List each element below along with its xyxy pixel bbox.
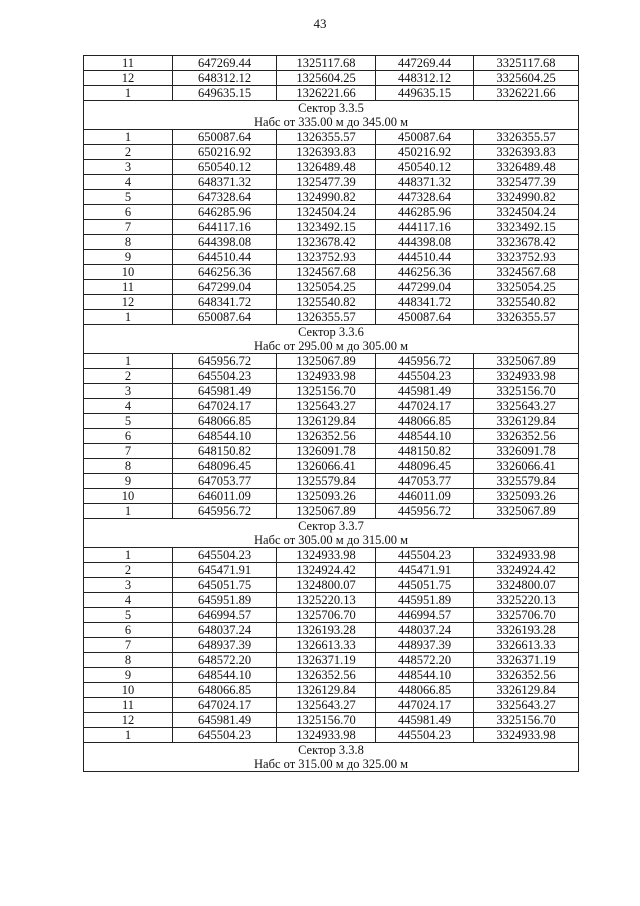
y2-coord-cell: 3325643.27 bbox=[474, 698, 579, 713]
point-number-cell: 8 bbox=[84, 235, 173, 250]
y2-coord-cell: 3326393.83 bbox=[474, 145, 579, 160]
x-coord-cell: 648096.45 bbox=[173, 459, 277, 474]
point-number-cell: 5 bbox=[84, 608, 173, 623]
point-number-cell: 5 bbox=[84, 414, 173, 429]
x-coord-cell: 648150.82 bbox=[173, 444, 277, 459]
y-coord-cell: 1326393.83 bbox=[277, 145, 376, 160]
y2-coord-cell: 3325540.82 bbox=[474, 295, 579, 310]
table-row bbox=[84, 130, 579, 145]
y-coord-cell: 1326613.33 bbox=[277, 638, 376, 653]
table-row bbox=[84, 474, 579, 489]
y2-coord-cell: 3326371.19 bbox=[474, 653, 579, 668]
point-number-cell: 11 bbox=[84, 56, 173, 71]
point-number-cell: 2 bbox=[84, 563, 173, 578]
x-coord-cell: 646994.57 bbox=[173, 608, 277, 623]
point-number-cell: 9 bbox=[84, 668, 173, 683]
point-number-cell: 6 bbox=[84, 623, 173, 638]
point-number-cell: 9 bbox=[84, 250, 173, 265]
x2-coord-cell: 445956.72 bbox=[376, 504, 474, 519]
y2-coord-cell: 3324990.82 bbox=[474, 190, 579, 205]
point-number-cell: 3 bbox=[84, 578, 173, 593]
sector-header-row bbox=[84, 519, 579, 548]
y2-coord-cell: 3325054.25 bbox=[474, 280, 579, 295]
x2-coord-cell: 448937.39 bbox=[376, 638, 474, 653]
sector-header-row bbox=[84, 743, 579, 772]
point-number-cell: 7 bbox=[84, 444, 173, 459]
point-number-cell: 1 bbox=[84, 86, 173, 101]
y2-coord-cell: 3326489.48 bbox=[474, 160, 579, 175]
y2-coord-cell: 3323752.93 bbox=[474, 250, 579, 265]
y2-coord-cell: 3326613.33 bbox=[474, 638, 579, 653]
x-coord-cell: 645471.91 bbox=[173, 563, 277, 578]
table-row bbox=[84, 638, 579, 653]
x2-coord-cell: 445504.23 bbox=[376, 728, 474, 743]
x2-coord-cell: 448096.45 bbox=[376, 459, 474, 474]
sector-title: Сектор 3.3.8 bbox=[298, 743, 364, 757]
point-number-cell: 3 bbox=[84, 160, 173, 175]
y-coord-cell: 1326221.66 bbox=[277, 86, 376, 101]
y-coord-cell: 1323492.15 bbox=[277, 220, 376, 235]
x-coord-cell: 650087.64 bbox=[173, 130, 277, 145]
x2-coord-cell: 444117.16 bbox=[376, 220, 474, 235]
y2-coord-cell: 3324933.98 bbox=[474, 369, 579, 384]
y2-coord-cell: 3325604.25 bbox=[474, 71, 579, 86]
table-row bbox=[84, 145, 579, 160]
y2-coord-cell: 3324800.07 bbox=[474, 578, 579, 593]
point-number-cell: 12 bbox=[84, 71, 173, 86]
y-coord-cell: 1326193.28 bbox=[277, 623, 376, 638]
x2-coord-cell: 448037.24 bbox=[376, 623, 474, 638]
table-row bbox=[84, 310, 579, 325]
y2-coord-cell: 3325067.89 bbox=[474, 504, 579, 519]
y2-coord-cell: 3325117.68 bbox=[474, 56, 579, 71]
x2-coord-cell: 446256.36 bbox=[376, 265, 474, 280]
y2-coord-cell: 3324504.24 bbox=[474, 205, 579, 220]
table-row bbox=[84, 384, 579, 399]
y2-coord-cell: 3326066.41 bbox=[474, 459, 579, 474]
table-row bbox=[84, 548, 579, 563]
x-coord-cell: 644398.08 bbox=[173, 235, 277, 250]
sector-elevation-range: Набс от 315.00 м до 325.00 м bbox=[254, 757, 408, 771]
table-row bbox=[84, 56, 579, 71]
point-number-cell: 7 bbox=[84, 638, 173, 653]
table-row bbox=[84, 220, 579, 235]
x2-coord-cell: 447328.64 bbox=[376, 190, 474, 205]
y2-coord-cell: 3326221.66 bbox=[474, 86, 579, 101]
table-row bbox=[84, 578, 579, 593]
y2-coord-cell: 3325477.39 bbox=[474, 175, 579, 190]
x-coord-cell: 650087.64 bbox=[173, 310, 277, 325]
x2-coord-cell: 447269.44 bbox=[376, 56, 474, 71]
x2-coord-cell: 446285.96 bbox=[376, 205, 474, 220]
x-coord-cell: 648341.72 bbox=[173, 295, 277, 310]
x-coord-cell: 647328.64 bbox=[173, 190, 277, 205]
y-coord-cell: 1325220.13 bbox=[277, 593, 376, 608]
y2-coord-cell: 3326352.56 bbox=[474, 668, 579, 683]
table-row bbox=[84, 160, 579, 175]
x2-coord-cell: 447053.77 bbox=[376, 474, 474, 489]
x-coord-cell: 648937.39 bbox=[173, 638, 277, 653]
point-number-cell: 6 bbox=[84, 429, 173, 444]
x2-coord-cell: 450216.92 bbox=[376, 145, 474, 160]
x2-coord-cell: 448572.20 bbox=[376, 653, 474, 668]
x-coord-cell: 645956.72 bbox=[173, 354, 277, 369]
y2-coord-cell: 3323492.15 bbox=[474, 220, 579, 235]
x-coord-cell: 648037.24 bbox=[173, 623, 277, 638]
point-number-cell: 9 bbox=[84, 474, 173, 489]
x-coord-cell: 647024.17 bbox=[173, 698, 277, 713]
y-coord-cell: 1324933.98 bbox=[277, 369, 376, 384]
y-coord-cell: 1325067.89 bbox=[277, 504, 376, 519]
point-number-cell: 1 bbox=[84, 548, 173, 563]
table-row bbox=[84, 280, 579, 295]
x-coord-cell: 647053.77 bbox=[173, 474, 277, 489]
y-coord-cell: 1324924.42 bbox=[277, 563, 376, 578]
point-number-cell: 1 bbox=[84, 728, 173, 743]
x2-coord-cell: 445951.89 bbox=[376, 593, 474, 608]
y2-coord-cell: 3324933.98 bbox=[474, 728, 579, 743]
y-coord-cell: 1323678.42 bbox=[277, 235, 376, 250]
x-coord-cell: 644510.44 bbox=[173, 250, 277, 265]
table-row bbox=[84, 698, 579, 713]
table-row bbox=[84, 369, 579, 384]
y-coord-cell: 1325706.70 bbox=[277, 608, 376, 623]
table-row bbox=[84, 623, 579, 638]
y2-coord-cell: 3325093.26 bbox=[474, 489, 579, 504]
y-coord-cell: 1325579.84 bbox=[277, 474, 376, 489]
y2-coord-cell: 3325220.13 bbox=[474, 593, 579, 608]
y-coord-cell: 1325067.89 bbox=[277, 354, 376, 369]
y2-coord-cell: 3325579.84 bbox=[474, 474, 579, 489]
x-coord-cell: 645981.49 bbox=[173, 384, 277, 399]
sector-title: Сектор 3.3.5 bbox=[298, 101, 364, 115]
y-coord-cell: 1325477.39 bbox=[277, 175, 376, 190]
page-number: 43 bbox=[313, 16, 327, 31]
y-coord-cell: 1326355.57 bbox=[277, 310, 376, 325]
sector-header bbox=[84, 519, 579, 548]
x2-coord-cell: 448371.32 bbox=[376, 175, 474, 190]
x-coord-cell: 647269.44 bbox=[173, 56, 277, 71]
y-coord-cell: 1323752.93 bbox=[277, 250, 376, 265]
point-number-cell: 1 bbox=[84, 310, 173, 325]
point-number-cell: 5 bbox=[84, 190, 173, 205]
table-row bbox=[84, 250, 579, 265]
table-row bbox=[84, 608, 579, 623]
x2-coord-cell: 450540.12 bbox=[376, 160, 474, 175]
point-number-cell: 1 bbox=[84, 354, 173, 369]
y-coord-cell: 1325156.70 bbox=[277, 713, 376, 728]
sector-elevation-range: Набс от 295.00 м до 305.00 м bbox=[254, 339, 408, 353]
sector-header-row bbox=[84, 325, 579, 354]
table-row bbox=[84, 593, 579, 608]
x-coord-cell: 645504.23 bbox=[173, 369, 277, 384]
y2-coord-cell: 3326129.84 bbox=[474, 683, 579, 698]
y-coord-cell: 1326352.56 bbox=[277, 429, 376, 444]
y2-coord-cell: 3326129.84 bbox=[474, 414, 579, 429]
x2-coord-cell: 447299.04 bbox=[376, 280, 474, 295]
point-number-cell: 8 bbox=[84, 653, 173, 668]
point-number-cell: 12 bbox=[84, 295, 173, 310]
table-row bbox=[84, 459, 579, 474]
y-coord-cell: 1325643.27 bbox=[277, 399, 376, 414]
x-coord-cell: 646011.09 bbox=[173, 489, 277, 504]
sector-header-row bbox=[84, 101, 579, 130]
x2-coord-cell: 445504.23 bbox=[376, 548, 474, 563]
point-number-cell: 8 bbox=[84, 459, 173, 474]
point-number-cell: 1 bbox=[84, 130, 173, 145]
table-row bbox=[84, 563, 579, 578]
y2-coord-cell: 3325156.70 bbox=[474, 713, 579, 728]
y-coord-cell: 1325643.27 bbox=[277, 698, 376, 713]
y2-coord-cell: 3325067.89 bbox=[474, 354, 579, 369]
y-coord-cell: 1326066.41 bbox=[277, 459, 376, 474]
x-coord-cell: 648066.85 bbox=[173, 414, 277, 429]
y2-coord-cell: 3324924.42 bbox=[474, 563, 579, 578]
table-row bbox=[84, 190, 579, 205]
x-coord-cell: 644117.16 bbox=[173, 220, 277, 235]
x-coord-cell: 645981.49 bbox=[173, 713, 277, 728]
x2-coord-cell: 449635.15 bbox=[376, 86, 474, 101]
point-number-cell: 10 bbox=[84, 489, 173, 504]
x2-coord-cell: 445504.23 bbox=[376, 369, 474, 384]
x2-coord-cell: 445051.75 bbox=[376, 578, 474, 593]
table-row bbox=[84, 175, 579, 190]
x2-coord-cell: 450087.64 bbox=[376, 310, 474, 325]
y-coord-cell: 1324504.24 bbox=[277, 205, 376, 220]
x2-coord-cell: 446994.57 bbox=[376, 608, 474, 623]
table-row bbox=[84, 354, 579, 369]
x2-coord-cell: 445981.49 bbox=[376, 713, 474, 728]
table-row bbox=[84, 86, 579, 101]
x2-coord-cell: 445471.91 bbox=[376, 563, 474, 578]
x-coord-cell: 648066.85 bbox=[173, 683, 277, 698]
x2-coord-cell: 448341.72 bbox=[376, 295, 474, 310]
point-number-cell: 4 bbox=[84, 175, 173, 190]
sector-header bbox=[84, 743, 579, 772]
y2-coord-cell: 3325643.27 bbox=[474, 399, 579, 414]
x2-coord-cell: 444398.08 bbox=[376, 235, 474, 250]
x2-coord-cell: 450087.64 bbox=[376, 130, 474, 145]
y-coord-cell: 1324800.07 bbox=[277, 578, 376, 593]
y-coord-cell: 1325540.82 bbox=[277, 295, 376, 310]
table-row bbox=[84, 728, 579, 743]
x2-coord-cell: 448066.85 bbox=[376, 414, 474, 429]
table-row bbox=[84, 205, 579, 220]
point-number-cell: 12 bbox=[84, 713, 173, 728]
sector-header bbox=[84, 325, 579, 354]
y-coord-cell: 1326129.84 bbox=[277, 683, 376, 698]
x-coord-cell: 648544.10 bbox=[173, 429, 277, 444]
x2-coord-cell: 444510.44 bbox=[376, 250, 474, 265]
x-coord-cell: 646256.36 bbox=[173, 265, 277, 280]
point-number-cell: 10 bbox=[84, 265, 173, 280]
x-coord-cell: 647024.17 bbox=[173, 399, 277, 414]
y-coord-cell: 1326091.78 bbox=[277, 444, 376, 459]
y-coord-cell: 1325604.25 bbox=[277, 71, 376, 86]
x2-coord-cell: 447024.17 bbox=[376, 698, 474, 713]
table-row bbox=[84, 489, 579, 504]
coordinates-table bbox=[83, 55, 579, 772]
y2-coord-cell: 3324933.98 bbox=[474, 548, 579, 563]
x-coord-cell: 645504.23 bbox=[173, 548, 277, 563]
table-row bbox=[84, 265, 579, 280]
table-row bbox=[84, 444, 579, 459]
point-number-cell: 11 bbox=[84, 280, 173, 295]
sector-title: Сектор 3.3.7 bbox=[298, 519, 364, 533]
point-number-cell: 2 bbox=[84, 145, 173, 160]
x2-coord-cell: 448544.10 bbox=[376, 668, 474, 683]
x-coord-cell: 645504.23 bbox=[173, 728, 277, 743]
table-row bbox=[84, 399, 579, 414]
x2-coord-cell: 445981.49 bbox=[376, 384, 474, 399]
x-coord-cell: 647299.04 bbox=[173, 280, 277, 295]
y2-coord-cell: 3323678.42 bbox=[474, 235, 579, 250]
point-number-cell: 7 bbox=[84, 220, 173, 235]
y2-coord-cell: 3326193.28 bbox=[474, 623, 579, 638]
table-row bbox=[84, 414, 579, 429]
coordinates-table-body bbox=[84, 56, 579, 772]
x-coord-cell: 650216.92 bbox=[173, 145, 277, 160]
sector-elevation-range: Набс от 305.00 м до 315.00 м bbox=[254, 533, 408, 547]
x2-coord-cell: 448312.12 bbox=[376, 71, 474, 86]
x-coord-cell: 650540.12 bbox=[173, 160, 277, 175]
point-number-cell: 11 bbox=[84, 698, 173, 713]
table-row bbox=[84, 429, 579, 444]
y-coord-cell: 1326371.19 bbox=[277, 653, 376, 668]
y2-coord-cell: 3324567.68 bbox=[474, 265, 579, 280]
point-number-cell: 1 bbox=[84, 504, 173, 519]
point-number-cell: 2 bbox=[84, 369, 173, 384]
sector-header bbox=[84, 101, 579, 130]
y2-coord-cell: 3326352.56 bbox=[474, 429, 579, 444]
table-row bbox=[84, 295, 579, 310]
table-row bbox=[84, 71, 579, 86]
x-coord-cell: 646285.96 bbox=[173, 205, 277, 220]
table-row bbox=[84, 653, 579, 668]
y-coord-cell: 1326352.56 bbox=[277, 668, 376, 683]
x-coord-cell: 648572.20 bbox=[173, 653, 277, 668]
sector-title: Сектор 3.3.6 bbox=[298, 325, 364, 339]
point-number-cell: 4 bbox=[84, 593, 173, 608]
point-number-cell: 6 bbox=[84, 205, 173, 220]
y-coord-cell: 1326129.84 bbox=[277, 414, 376, 429]
y-coord-cell: 1326355.57 bbox=[277, 130, 376, 145]
y-coord-cell: 1324933.98 bbox=[277, 548, 376, 563]
table-row bbox=[84, 235, 579, 250]
point-number-cell: 10 bbox=[84, 683, 173, 698]
y2-coord-cell: 3325706.70 bbox=[474, 608, 579, 623]
y-coord-cell: 1324933.98 bbox=[277, 728, 376, 743]
table-row bbox=[84, 504, 579, 519]
point-number-cell: 3 bbox=[84, 384, 173, 399]
y2-coord-cell: 3326091.78 bbox=[474, 444, 579, 459]
y-coord-cell: 1325117.68 bbox=[277, 56, 376, 71]
x2-coord-cell: 448150.82 bbox=[376, 444, 474, 459]
y-coord-cell: 1325156.70 bbox=[277, 384, 376, 399]
y-coord-cell: 1326489.48 bbox=[277, 160, 376, 175]
y-coord-cell: 1325054.25 bbox=[277, 280, 376, 295]
x-coord-cell: 648312.12 bbox=[173, 71, 277, 86]
y-coord-cell: 1325093.26 bbox=[277, 489, 376, 504]
x2-coord-cell: 445956.72 bbox=[376, 354, 474, 369]
x-coord-cell: 645956.72 bbox=[173, 504, 277, 519]
y-coord-cell: 1324567.68 bbox=[277, 265, 376, 280]
x2-coord-cell: 446011.09 bbox=[376, 489, 474, 504]
table-row bbox=[84, 713, 579, 728]
x2-coord-cell: 448544.10 bbox=[376, 429, 474, 444]
point-number-cell: 4 bbox=[84, 399, 173, 414]
x2-coord-cell: 447024.17 bbox=[376, 399, 474, 414]
x-coord-cell: 649635.15 bbox=[173, 86, 277, 101]
y2-coord-cell: 3325156.70 bbox=[474, 384, 579, 399]
x-coord-cell: 648371.32 bbox=[173, 175, 277, 190]
y2-coord-cell: 3326355.57 bbox=[474, 130, 579, 145]
table-row bbox=[84, 683, 579, 698]
x-coord-cell: 648544.10 bbox=[173, 668, 277, 683]
x2-coord-cell: 448066.85 bbox=[376, 683, 474, 698]
x-coord-cell: 645051.75 bbox=[173, 578, 277, 593]
y2-coord-cell: 3326355.57 bbox=[474, 310, 579, 325]
sector-elevation-range: Набс от 335.00 м до 345.00 м bbox=[254, 115, 408, 129]
table-row bbox=[84, 668, 579, 683]
y-coord-cell: 1324990.82 bbox=[277, 190, 376, 205]
x-coord-cell: 645951.89 bbox=[173, 593, 277, 608]
